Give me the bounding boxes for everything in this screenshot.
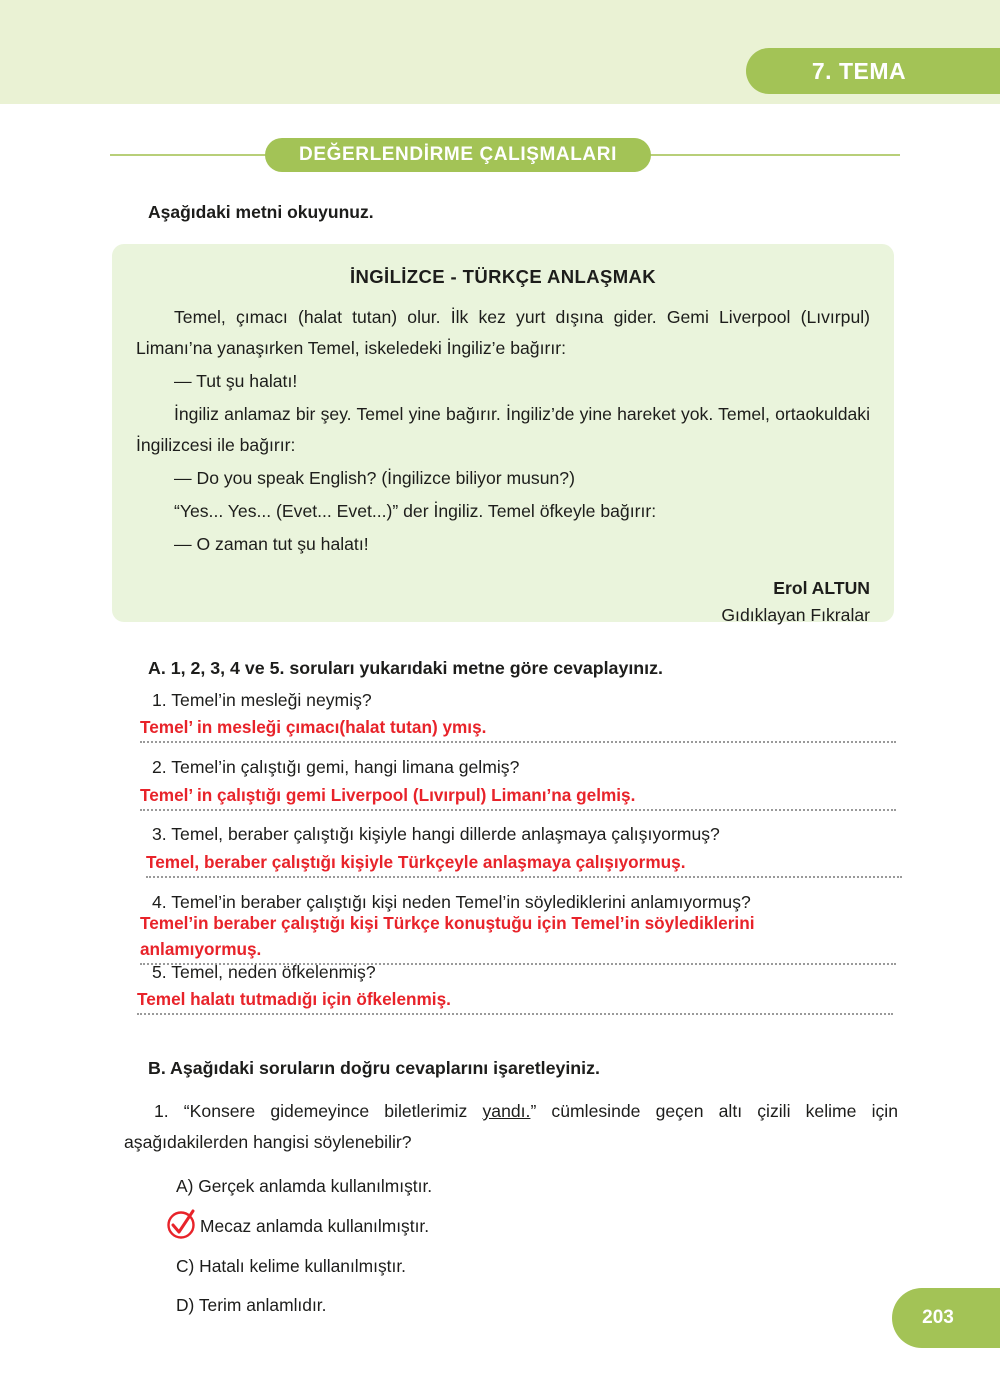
question-5: 5. Temel, neden öfkelenmiş? [152, 962, 376, 982]
page-number: 203 [922, 1307, 954, 1328]
reading-paragraph: İngiliz anlamaz bir şey. Temel yine bağırır. İngiliz’de yine hareket yok. Temel, ortaokuldaki İngilizcesi ile bağırır: [136, 404, 870, 455]
reading-title: İNGİLİZCE - TÜRKÇE ANLAŞMAK [349, 266, 657, 287]
theme-tab [746, 48, 1000, 94]
option-d[interactable]: D) Terim anlamlıdır. [176, 1295, 327, 1315]
reading-author: Erol ALTUN [773, 578, 870, 598]
reading-source: Gıdıklayan Fıkralar [721, 605, 870, 625]
page-number-tab [892, 1288, 1000, 1348]
question-4: 4. Temel’in beraber çalıştığı kişi neden Temel’in söylediklerini anlamıyormuş? [152, 892, 751, 912]
read-instruction: Aşağıdaki metni okuyunuz. [148, 202, 374, 222]
reading-paragraph: — Do you speak English? (İngilizce biliyor musun?) [174, 468, 575, 488]
answer-4-line-1[interactable]: Temel’in beraber çalıştığı kişi Türkçe konuştuğu için Temel’in söylediklerini [140, 913, 755, 933]
option-b[interactable]: Mecaz anlamda kullanılmıştır. [200, 1216, 430, 1236]
selected-answer-check-icon [166, 1208, 198, 1240]
section-b-question-underlined: yandı. [482, 1101, 531, 1121]
theme-tab-label: 7. TEMA [811, 57, 907, 84]
reading-paragraph: — Tut şu halatı! [174, 371, 298, 391]
question-1: 1. Temel’in mesleği neymiş? [152, 690, 372, 710]
reading-paragraph: “Yes... Yes... (Evet... Evet...)” der İngiliz. Temel öfkeyle bağırır: [174, 501, 657, 521]
answer-3[interactable]: Temel, beraber çalıştığı kişiyle Türkçeyle anlaşmaya çalışıyormuş. [146, 851, 902, 878]
section-a-title: A. 1, 2, 3, 4 ve 5. soruları yukarıdaki metne göre cevaplayınız. [148, 658, 663, 678]
question-2: 2. Temel’in çalıştığı gemi, hangi limana gelmiş? [152, 757, 520, 777]
answer-2[interactable]: Temel’ in çalıştığı gemi Liverpool (Lıvırpul) Limanı’na gelmiş. [140, 784, 896, 811]
section-heading [110, 138, 900, 172]
section-heading-pill [265, 138, 651, 172]
question-3: 3. Temel, beraber çalıştığı kişiyle hangi dillerde anlaşmaya çalışıyormuş? [152, 824, 720, 844]
answer-4-line-2[interactable]: anlamıyormuş. [140, 938, 896, 965]
answer-5[interactable]: Temel halatı tutmadığı için öfkelenmiş. [137, 988, 893, 1015]
section-b-question-post: ” cümlesinde geçen altı çizili kelime için aşağıdakilerden hangisi söylenebilir? [124, 1101, 898, 1152]
section-b-question-1 [124, 1096, 898, 1158]
reading-paragraph: Temel, çımacı (halat tutan) olur. İlk kez yurt dışına gider. Gemi Liverpool (Lıvırpul) Limanı’na yanaşırken Temel, iskeledeki İngiliz’e bağırır: [136, 307, 870, 358]
option-c[interactable]: C) Hatalı kelime kullanılmıştır. [176, 1256, 407, 1276]
option-a[interactable]: A) Gerçek anlamda kullanılmıştır. [176, 1176, 433, 1196]
section-b-title: B. Aşağıdaki soruların doğru cevaplarını işaretleyiniz. [148, 1058, 600, 1078]
reading-passage-box [112, 244, 894, 625]
section-b-question-pre: 1. “Konsere gidemeyince biletlerimiz [154, 1101, 483, 1121]
section-heading-label: DEĞERLENDİRME ÇALIŞMALARI [299, 144, 617, 165]
answer-1[interactable]: Temel’ in mesleği çımacı(halat tutan) ymış. [140, 716, 896, 743]
reading-paragraph: — O zaman tut şu halatı! [174, 534, 369, 554]
